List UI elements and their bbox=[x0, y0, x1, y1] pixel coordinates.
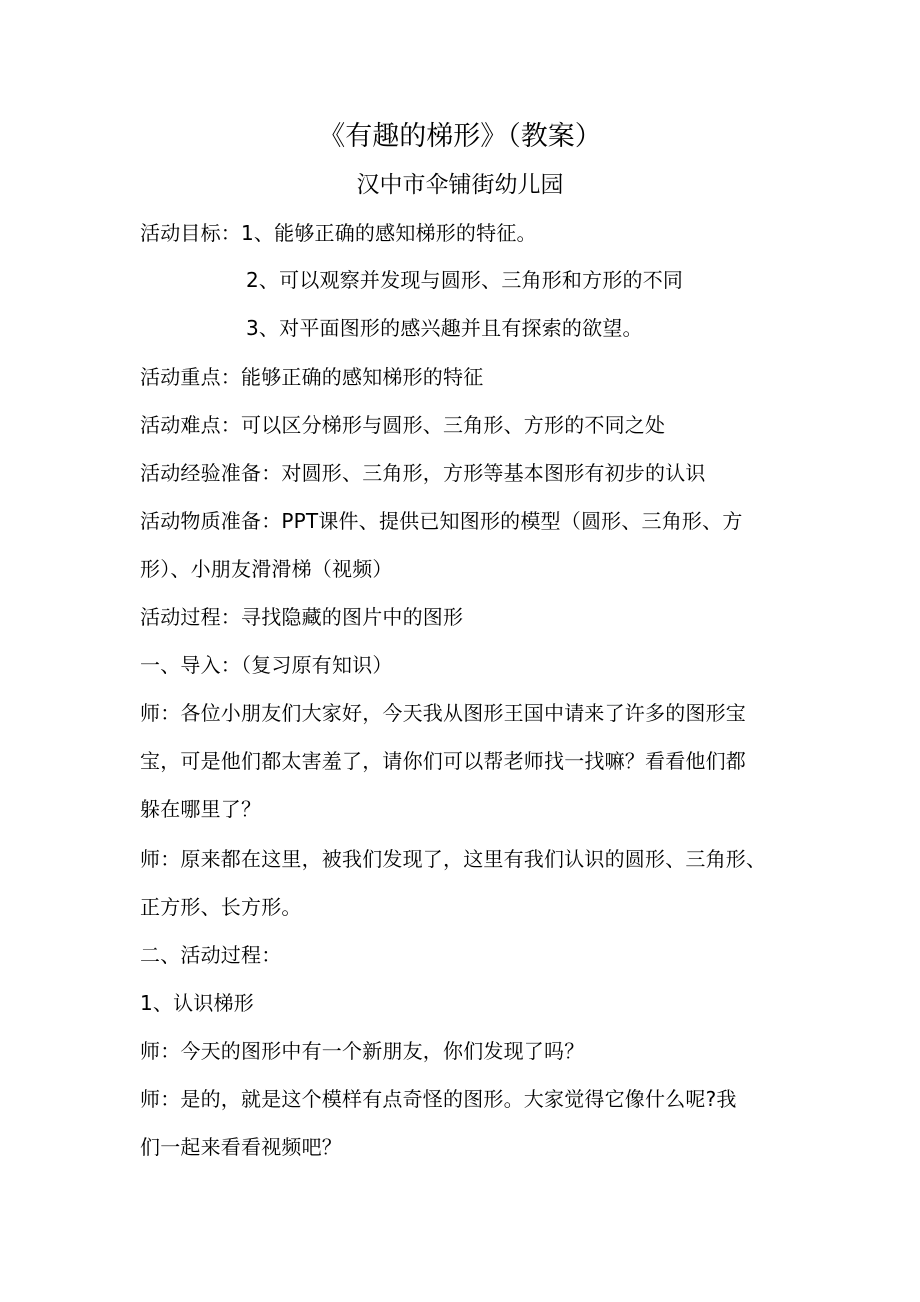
document-author: 汉中市伞铺街幼儿园 bbox=[356, 172, 564, 198]
paragraph-line: 宝，可是他们都太害羞了，请你们可以帮老师找一找嘛？看看他们都 bbox=[140, 749, 746, 773]
material-prep-line: 活动物质准备：PPT课件、提供已知图形的模型（圆形、三角形、方 bbox=[140, 509, 743, 533]
goal-line-1: 活动目标：1、能够正确的感知梯形的特征。 bbox=[140, 221, 537, 245]
paragraph-line: 们一起来看看视频吧？ bbox=[140, 1135, 342, 1159]
paragraph-line: 师：是的，就是这个模样有点奇怪的图形。大家觉得它像什么呢?我 bbox=[140, 1087, 737, 1111]
paragraph-line: 躲在哪里了？ bbox=[140, 797, 262, 821]
paragraph-line: 师：原来都在这里，被我们发现了，这里有我们认识的圆形、三角形、 bbox=[140, 847, 767, 871]
key-point-line: 活动重点：能够正确的感知梯形的特征 bbox=[140, 365, 484, 389]
section-intro-heading: 一、导入：（复习原有知识） bbox=[140, 653, 393, 677]
paragraph-line: 师：今天的图形中有一个新朋友，你们发现了吗？ bbox=[140, 1039, 585, 1063]
material-prep-line-cont: 形）、小朋友滑滑梯（视频） bbox=[140, 557, 393, 581]
goal-line-3: 3、对平面图形的感兴趣并且有探索的欲望。 bbox=[246, 316, 643, 340]
subsection-heading: 1、认识梯形 bbox=[140, 991, 254, 1015]
experience-prep-line: 活动经验准备：对圆形、三角形，方形等基本图形有初步的认识 bbox=[140, 461, 706, 485]
paragraph-line: 正方形、长方形。 bbox=[140, 895, 302, 919]
paragraph-line: 师：各位小朋友们大家好，今天我从图形王国中请来了许多的图形宝 bbox=[140, 701, 746, 725]
document-title: 《有趣的梯形》（教案） bbox=[318, 121, 602, 152]
goal-line-2: 2、可以观察并发现与圆形、三角形和方形的不同 bbox=[246, 268, 684, 292]
process-line: 活动过程：寻找隐藏的图片中的图形 bbox=[140, 605, 464, 629]
difficulty-line: 活动难点：可以区分梯形与圆形、三角形、方形的不同之处 bbox=[140, 413, 666, 437]
section-process-heading: 二、活动过程： bbox=[140, 943, 282, 967]
